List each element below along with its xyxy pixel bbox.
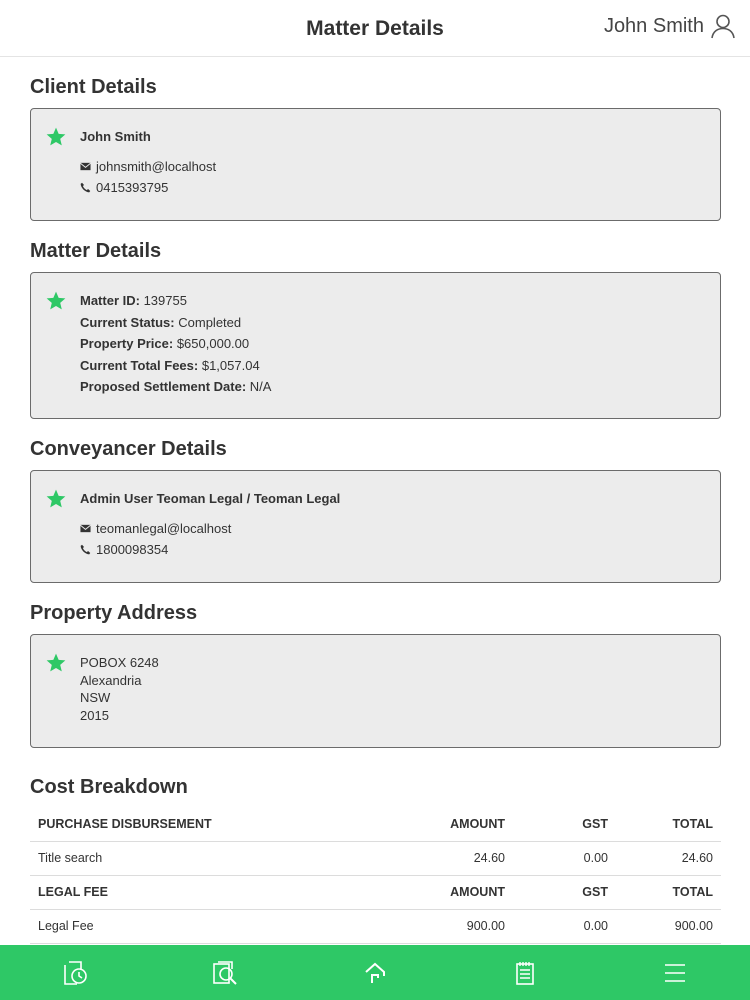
conveyancer-details-heading: Conveyancer Details [30, 438, 227, 460]
main-content [0, 57, 750, 945]
notepad-icon [511, 959, 539, 987]
client-phone: 0415393795 [96, 180, 169, 195]
nav-search-button[interactable] [195, 945, 255, 1000]
conveyancer-name: Admin User Teoman Legal / Teoman Legal [80, 491, 341, 506]
nav-timeline-button[interactable] [45, 945, 105, 1000]
address-line-2: Alexandria [80, 672, 142, 688]
fees-label: Current Total Fees: [80, 357, 199, 373]
client-email-row[interactable] [80, 156, 710, 177]
star-icon[interactable] [45, 652, 67, 674]
user-name: John Smith [603, 14, 704, 37]
top-bar [0, 0, 750, 57]
column-header: AMOUNT [330, 875, 513, 909]
status-label: Current Status: [80, 314, 175, 330]
column-header: PURCHASE DISBURSEMENT [30, 807, 330, 841]
client-details-heading: Client Details [30, 76, 157, 98]
user-menu-button[interactable] [604, 13, 736, 39]
column-header: GST [513, 807, 616, 841]
cost-amount: 900.00 [330, 909, 513, 943]
price-line [80, 333, 710, 355]
matter-id-line [80, 290, 710, 312]
cost-item: Legal Fee [30, 909, 330, 943]
star-icon[interactable] [45, 126, 67, 148]
matter-details-heading: Matter Details [30, 240, 162, 262]
settlement-value: N/A [249, 379, 272, 394]
cost-total: 900.00 [616, 909, 721, 943]
client-phone-row[interactable] [80, 177, 710, 198]
nav-notes-button[interactable] [495, 945, 555, 1000]
table-row [30, 909, 721, 943]
column-header: AMOUNT [330, 807, 513, 841]
matter-card [30, 272, 721, 419]
property-address-heading: Property Address [30, 602, 198, 624]
column-header: TOTAL [616, 875, 721, 909]
envelope-icon [80, 161, 91, 172]
price-value: $650,000.00 [176, 336, 250, 351]
search-document-icon [211, 959, 239, 987]
cost-total: 24.60 [616, 841, 721, 875]
matter-id-value: 139755 [143, 293, 187, 308]
conveyancer-phone-row[interactable] [80, 539, 710, 560]
fees-value: $1,057.04 [201, 357, 260, 373]
cost-item: Title search [30, 841, 330, 875]
address-line-1: POBOX 6248 [80, 655, 159, 670]
client-card [30, 108, 721, 221]
address-line-3: NSW [80, 690, 111, 705]
cost-breakdown [0, 807, 750, 945]
envelope-icon [80, 523, 91, 534]
matter-id-label: Matter ID: [80, 293, 140, 308]
cost-table [30, 807, 721, 944]
conveyancer-email: teomanlegal@localhost [96, 521, 232, 536]
table-header-row [30, 875, 721, 909]
settlement-line [80, 376, 710, 398]
phone-icon [80, 544, 91, 555]
user-icon [710, 13, 736, 39]
column-header: GST [513, 875, 616, 909]
settlement-label: Proposed Settlement Date: [80, 379, 247, 394]
conveyancer-phone: 1800098354 [96, 542, 169, 557]
conveyancer-card [30, 470, 721, 583]
table-header-row [30, 807, 721, 841]
fees-line [80, 355, 710, 377]
table-row [30, 841, 721, 875]
client-email: johnsmith@localhost [96, 159, 217, 174]
conveyancer-email-row[interactable] [80, 518, 710, 539]
status-value: Completed [178, 314, 242, 330]
cost-breakdown-heading: Cost Breakdown [30, 776, 188, 798]
cost-amount: 24.60 [330, 841, 513, 875]
price-label: Property Price: [80, 336, 174, 351]
page-title: Matter Details [306, 17, 444, 40]
cost-gst: 0.00 [513, 909, 616, 943]
property-card [30, 634, 721, 748]
column-header: TOTAL [616, 807, 721, 841]
nav-menu-button[interactable] [645, 945, 705, 1000]
star-icon[interactable] [45, 290, 67, 312]
clock-document-icon [61, 959, 89, 987]
home-icon [361, 959, 389, 987]
client-name: John Smith [80, 129, 151, 144]
cost-gst: 0.00 [513, 841, 616, 875]
menu-icon [661, 959, 689, 987]
phone-icon [80, 182, 91, 193]
nav-home-button[interactable] [345, 945, 405, 1000]
status-line [80, 312, 710, 334]
bottom-nav [0, 945, 750, 1000]
address-line-4: 2015 [80, 707, 109, 723]
star-icon[interactable] [45, 488, 67, 510]
column-header: LEGAL FEE [30, 875, 330, 909]
